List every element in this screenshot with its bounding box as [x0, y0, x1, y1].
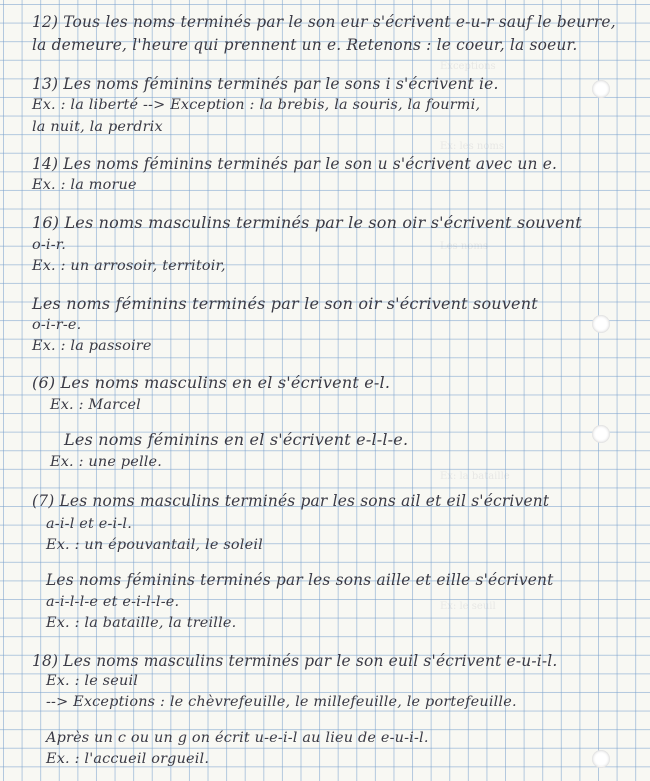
- rule-6-line-1: (6) Les noms masculins en el s'écrivent e-l.: [32, 373, 391, 392]
- rule-18-note-example: Ex. : l'accueil orgueil.: [46, 751, 210, 767]
- binder-hole: [592, 425, 610, 443]
- show-through-text: Ex: les noms: [440, 141, 504, 152]
- rule-12-line-1: 12) Tous les noms terminés par le son eur s'écrivent e-u-r sauf le beurre,: [32, 13, 616, 31]
- rule-7-feminine-line-1: Les noms féminins terminés par les sons aille et eille s'écrivent: [46, 571, 554, 589]
- binder-hole: [592, 315, 610, 333]
- show-through-text: Les noms: [440, 241, 488, 252]
- rule-13-example-cont: la nuit, la perdrix: [32, 119, 163, 135]
- show-through-text: Ex: la bataille: [440, 471, 510, 482]
- rule-18-line-1: 18) Les noms masculins terminés par le son euil s'écrivent e-u-i-l.: [32, 652, 558, 670]
- rule-16-feminine-example: Ex. : la passoire: [32, 338, 152, 354]
- rule-13-example: Ex. : la liberté --> Exception : la brebis, la souris, la fourmi,: [32, 97, 481, 113]
- rule-7-spelling: a-i-l et e-i-l.: [46, 516, 132, 532]
- rule-16-line-1: 16) Les noms masculins terminés par le son oir s'écrivent souvent: [32, 213, 582, 232]
- binder-hole: [592, 80, 610, 98]
- rule-12-line-2: la demeure, l'heure qui prennent un e. Retenons : le coeur, la soeur.: [32, 36, 578, 54]
- rule-6-feminine-line-1: Les noms féminins en el s'écrivent e-l-l-e.: [64, 430, 409, 449]
- rule-18-note: Après un c ou un g on écrit u-e-i-l au lieu de e-u-i-l.: [46, 730, 429, 746]
- rule-13-line-1: 13) Les noms féminins terminés par le sons i s'écrivent ie.: [32, 75, 499, 93]
- binder-hole: [592, 750, 610, 768]
- rule-7-feminine-example: Ex. : la bataille, la treille.: [46, 615, 237, 631]
- rule-16-feminine-spelling: o-i-r-e.: [32, 317, 82, 333]
- rule-16-spelling: o-i-r.: [32, 237, 67, 253]
- rule-7-feminine-spelling: a-i-l-l-e et e-i-l-l-e.: [46, 594, 180, 610]
- show-through-text: Ex: le seuil: [440, 601, 496, 612]
- rule-6-feminine-example: Ex. : une pelle.: [50, 454, 163, 470]
- rule-6-example: Ex. : Marcel: [50, 397, 141, 413]
- rule-7-line-1: (7) Les noms masculins terminés par les sons ail et eil s'écrivent: [32, 492, 550, 510]
- rule-18-example: Ex. : le seuil: [46, 673, 139, 689]
- rule-16-feminine-line-1: Les noms féminins terminés par le son oir s'écrivent souvent: [32, 294, 538, 313]
- rule-7-example: Ex. : un épouvantail, le soleil: [46, 537, 263, 553]
- rule-14-line-1: 14) Les noms féminins terminés par le son u s'écrivent avec un e.: [32, 155, 558, 173]
- rule-18-exceptions: --> Exceptions : le chèvrefeuille, le millefeuille, le portefeuille.: [46, 694, 517, 710]
- rule-14-example: Ex. : la morue: [32, 177, 137, 193]
- rule-16-example: Ex. : un arrosoir, territoir,: [32, 258, 226, 274]
- show-through-text: Exceptions: [440, 61, 496, 72]
